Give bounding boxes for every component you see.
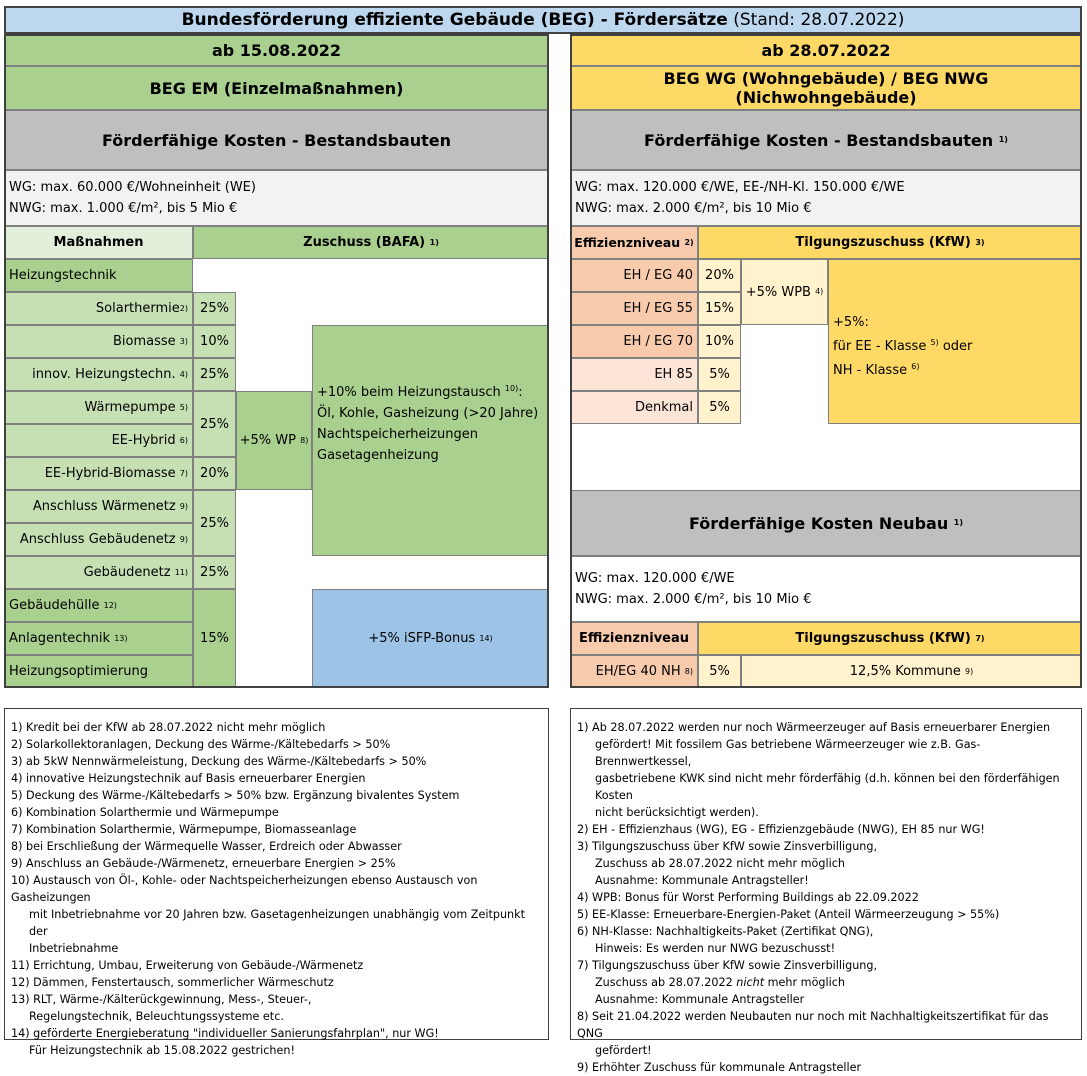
right-costs-title: Förderfähige Kosten - Bestandsbauten 1)	[570, 110, 1082, 170]
footnote-line	[577, 804, 1075, 821]
measure-biomasse: Biomasse 3)	[4, 325, 193, 358]
footnote-line	[577, 1059, 1075, 1076]
rate-wp-hybrid: 25%	[193, 391, 236, 457]
level-eh70: EH / EG 70	[570, 325, 698, 358]
footnote-text: 4) WPB: Bonus für Worst Performing Buildings ab 22.09.2022	[577, 891, 919, 904]
footnote-line	[577, 940, 1075, 957]
right-new-wg: WG: max. 120.000 €/WE	[575, 571, 735, 586]
rate-hybrid-biomasse: 20%	[193, 457, 236, 490]
footnote-line	[577, 957, 1075, 974]
new-level-eh40nh: EH/EG 40 NH 8)	[570, 655, 698, 688]
measure-anschluss-waermenetz: Anschluss Wärmenetz 9)	[4, 490, 193, 523]
footnote-line	[577, 855, 1075, 872]
col-header-measures: Maßnahmen	[4, 226, 193, 259]
footnote-text: gasbetriebene KWK sind nicht mehr förderfähig (d.h. können bei den förderfähigen Kosten	[595, 772, 1060, 802]
footnote-text: 7) Tilgungszuschuss über KfW sowie Zinsverbilligung,	[577, 959, 878, 972]
footnote-line	[577, 1042, 1075, 1059]
footnote-text: Zuschuss ab 28.07.2022 nicht mehr möglich	[595, 857, 845, 870]
left-date-header: ab 15.08.2022	[4, 34, 549, 66]
new-rate: 5%	[698, 655, 741, 688]
left-costs-title: Förderfähige Kosten - Bestandsbauten	[4, 110, 549, 170]
page-title	[4, 6, 1082, 34]
measure-ee-hybrid-biomasse: EE-Hybrid-Biomasse 7)	[4, 457, 193, 490]
footnote-line	[577, 872, 1075, 889]
isfp-bonus-cell: +5% iSFP-Bonus 14)	[312, 589, 549, 688]
footnote-text: 3) Tilgungszuschuss über KfW sowie Zinsverbilligung,	[577, 840, 878, 853]
col-header-grant-kfw: Tilgungszuschuss (KfW) 3)	[698, 226, 1082, 259]
footnotes-right	[570, 708, 1082, 1074]
level-denkmal: Denkmal	[570, 391, 698, 424]
measure-anlagentechnik: Anlagentechnik 13)	[4, 622, 193, 655]
measure-waermepumpe: Wärmepumpe 5)	[4, 391, 193, 424]
footnote-text: Ausnahme: Kommunale Antragsteller!	[595, 874, 809, 887]
footnote-line	[577, 736, 1075, 770]
footnote-text: 5) EE-Klasse: Erneuerbare-Energien-Paket (Anteil Wärmeerzeugung > 55%)	[577, 908, 1000, 921]
footnote-line	[577, 974, 1075, 991]
footnote-text: Für Heizungstechnik ab 15.08.2022 gestrichen!	[29, 1044, 295, 1057]
footnote-text: Regelungstechnik, Beleuchtungssysteme etc.	[29, 1010, 284, 1023]
footnote-line	[11, 719, 542, 736]
footnote-line	[11, 770, 542, 787]
footnote-line	[11, 991, 542, 1008]
title-stand: (Stand: 28.07.2022)	[733, 10, 905, 30]
rate-innov: 25%	[193, 358, 236, 391]
footnote-text: 5) Deckung des Wärme-/Kältebedarfs > 50% bzw. Ergänzung bivalentes System	[11, 789, 460, 802]
footnote-text: Ausnahme: Kommunale Antragsteller	[595, 993, 805, 1006]
rate-gebaeudenetz: 25%	[193, 556, 236, 589]
rate-huelle: 15%	[193, 589, 236, 688]
rate-eh85: 5%	[698, 358, 741, 391]
footnote-line	[11, 838, 542, 855]
rate-eh40: 20%	[698, 259, 741, 292]
footnote-line	[577, 821, 1075, 838]
footnote-text: 9) Anschluss an Gebäude-/Wärmenetz, erneuerbare Energien > 25%	[11, 857, 396, 870]
footnote-text: 14) geförderte Energieberatung "individueller Sanierungsfahrplan", nur WG!	[11, 1027, 439, 1040]
title-main: Bundesförderung effiziente Gebäude (BEG) - Fördersätze	[181, 10, 728, 30]
footnote-text: 2) EH - Effizienzhaus (WG), EG - Effizienzgebäude (NWG), EH 85 nur WG!	[577, 823, 985, 836]
footnote-text: 7) Kombination Solarthermie, Wärmepumpe, Biomasseanlage	[11, 823, 357, 836]
left-costs-nwg: NWG: max. 1.000 €/m², bis 5 Mio €	[9, 201, 238, 216]
footnote-tail: mehr möglich	[767, 976, 845, 989]
footnote-line	[577, 889, 1075, 906]
footnote-text: Inbetriebnahme	[29, 942, 119, 955]
footnote-text: 12) Dämmen, Fenstertausch, sommerlicher Wärmeschutz	[11, 976, 334, 989]
footnote-line	[577, 838, 1075, 855]
footnote-line	[11, 974, 542, 991]
measure-anschluss-gebaeudenetz: Anschluss Gebäudenetz 9)	[4, 523, 193, 556]
footnote-line	[11, 787, 542, 804]
right-new-nwg: NWG: max. 2.000 €/m², bis 10 Mio €	[575, 592, 812, 607]
footnote-text: 8) bei Erschließung der Wärmequelle Wasser, Erdreich oder Abwasser	[11, 840, 402, 853]
wp-bonus-cell: +5% WP 8)	[236, 391, 312, 490]
footnote-text: 6) Kombination Solarthermie und Wärmepumpe	[11, 806, 279, 819]
footnote-text: 6) NH-Klasse: Nachhaltigkeits-Paket (Zertifikat QNG),	[577, 925, 874, 938]
footnote-text: Zuschuss ab 28.07.2022	[595, 976, 733, 989]
right-program-header: BEG WG (Wohngebäude) / BEG NWG (Nichwohngebäude)	[570, 66, 1082, 110]
footnote-line	[577, 770, 1075, 804]
right-costs-details	[570, 170, 1082, 226]
footnote-italic: nicht	[736, 976, 765, 989]
footnote-line	[577, 1008, 1075, 1042]
footnote-line	[11, 906, 542, 940]
measure-heizungsoptimierung: Heizungsoptimierung	[4, 655, 193, 688]
footnote-line	[577, 719, 1075, 736]
rate-eh70: 10%	[698, 325, 741, 358]
measure-solarthermie: Solarthermie 2)	[4, 292, 193, 325]
footnote-text: 4) innovative Heizungstechnik auf Basis erneuerbarer Energien	[11, 772, 366, 785]
left-costs-wg: WG: max. 60.000 €/Wohneinheit (WE)	[9, 180, 256, 195]
level-eh40: EH / EG 40	[570, 259, 698, 292]
right-date-header: ab 28.07.2022	[570, 34, 1082, 66]
col-header-grant-bafa: Zuschuss (BAFA) 1)	[193, 226, 549, 259]
new-col-header-grant: Tilgungszuschuss (KfW) 7)	[698, 622, 1082, 655]
measure-innov: innov. Heizungstechn. 4)	[4, 358, 193, 391]
right-costs-wg: WG: max. 120.000 €/WE, EE-/NH-Kl. 150.000 €/WE	[575, 180, 905, 195]
footnote-line	[11, 855, 542, 872]
footnote-line	[11, 1042, 542, 1059]
right-new-details	[570, 556, 1082, 622]
left-program-header: BEG EM (Einzelmaßnahmen)	[4, 66, 549, 110]
footnote-line	[11, 1008, 542, 1025]
footnote-text: 1) Kredit bei der KfW ab 28.07.2022 nicht mehr möglich	[11, 721, 326, 734]
footnote-line	[11, 940, 542, 957]
col-header-level: Effizienzniveau 2)	[570, 226, 698, 259]
footnote-text: gefördert! Mit fossilem Gas betriebene Wärmeerzeuger wie z.B. Gas-Brennwertkessel,	[595, 738, 981, 768]
ee-bonus-cell: +5%: für EE - Klasse $^{5)}$ oder NH - Klasse $^{6)}$	[828, 259, 1082, 424]
footnote-text: 9) Erhöhter Zuschuss für kommunale Antragsteller	[577, 1061, 862, 1074]
footnote-text: gefördert!	[595, 1044, 652, 1057]
rate-denkmal: 5%	[698, 391, 741, 424]
footnote-text: nicht berücksichtigt werden).	[595, 806, 759, 819]
footnote-text: 11) Errichtung, Umbau, Erweiterung von Gebäude-/Wärmenetz	[11, 959, 364, 972]
level-eh55: EH / EG 55	[570, 292, 698, 325]
measure-gebaeudehuelle: Gebäudehülle 12)	[4, 589, 193, 622]
rate-biomasse: 10%	[193, 325, 236, 358]
footnote-text: 1) Ab 28.07.2022 werden nur noch Wärmeerzeuger auf Basis erneuerbarer Energien	[577, 721, 1051, 734]
footnote-line	[11, 957, 542, 974]
footnote-text: 10) Austausch von Öl-, Kohle- oder Nachtspeicherheizungen ebenso Austausch von Gasheizungen	[11, 874, 478, 904]
measure-heizungstechnik: Heizungstechnik	[4, 259, 193, 292]
left-costs-details	[4, 170, 549, 226]
rate-netz: 25%	[193, 490, 236, 556]
measure-ee-hybrid: EE-Hybrid 6)	[4, 424, 193, 457]
level-eh85: EH 85	[570, 358, 698, 391]
exchange-bonus-cell: +10% beim Heizungstausch $^{10)}$: Öl, Kohle, Gasheizung (>20 Jahre) Nachtspeicherheizungen Gasetagenheizung	[312, 325, 549, 556]
footnote-line	[11, 1025, 542, 1042]
footnote-line	[11, 872, 542, 906]
footnote-text: 8) Seit 21.04.2022 werden Neubauten nur noch mit Nachhaltigkeitszertifikat für das QNG	[577, 1010, 1049, 1040]
footnote-text: mit Inbetriebnahme vor 20 Jahren bzw. Gasetagenheizungen unabhängig vom Zeitpunkt der	[29, 908, 525, 938]
wpb-bonus-cell: +5% WPB 4)	[741, 259, 828, 325]
rate-solarthermie: 25%	[193, 292, 236, 325]
footnote-text: Hinweis: Es werden nur NWG bezuschusst!	[595, 942, 836, 955]
footnote-line	[11, 736, 542, 753]
new-col-header-level: Effizienzniveau	[570, 622, 698, 655]
right-new-title: Förderfähige Kosten Neubau 1)	[570, 490, 1082, 556]
footnote-text: 3) ab 5kW Nennwärmeleistung, Deckung des Wärme-/Kältebedarfs > 50%	[11, 755, 427, 768]
rate-eh55: 15%	[698, 292, 741, 325]
footnote-line	[577, 991, 1075, 1008]
kommune-cell: 12,5% Kommune 9)	[741, 655, 1082, 688]
measure-gebaeudenetz: Gebäudenetz 11)	[4, 556, 193, 589]
footnote-text: 2) Solarkollektoranlagen, Deckung des Wärme-/Kältebedarfs > 50%	[11, 738, 391, 751]
footnote-text: 13) RLT, Wärme-/Kälterückgewinnung, Mess-, Steuer-,	[11, 993, 312, 1006]
footnotes-left	[4, 708, 549, 1057]
footnote-line	[11, 753, 542, 770]
footnote-line	[11, 804, 542, 821]
footnote-line	[11, 821, 542, 838]
right-costs-nwg: NWG: max. 2.000 €/m², bis 10 Mio €	[575, 201, 812, 216]
footnote-line	[577, 906, 1075, 923]
footnote-line	[577, 923, 1075, 940]
